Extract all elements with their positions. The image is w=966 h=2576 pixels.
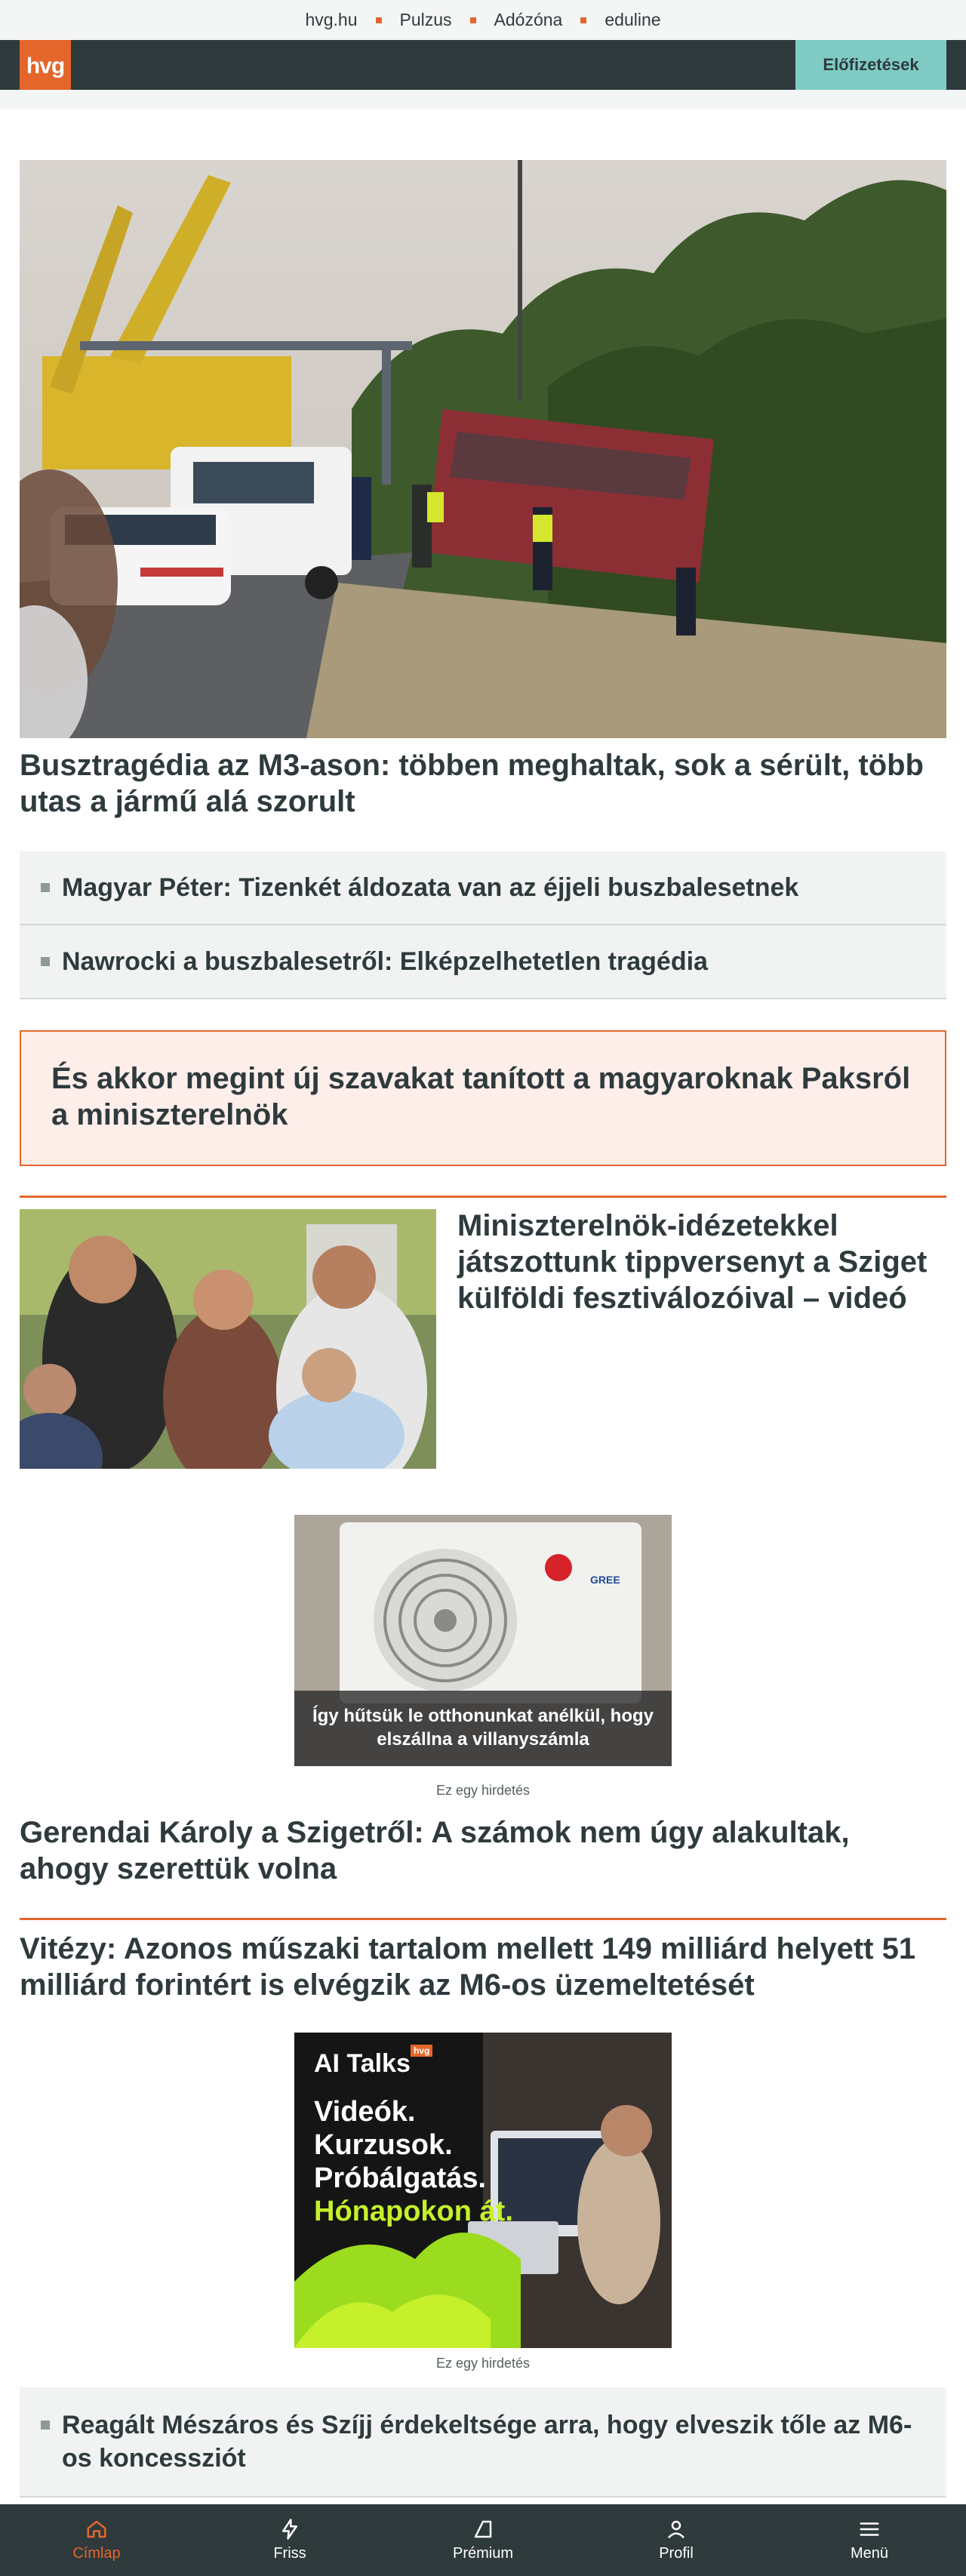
ai-talks-badge: hvg: [411, 2045, 432, 2057]
premium-icon: [472, 2518, 494, 2541]
separator-square: [580, 17, 586, 23]
separator-square: [376, 17, 382, 23]
nav-label: Friss: [273, 2545, 306, 2562]
user-icon: [665, 2518, 688, 2541]
bottom-navigation: [0, 2504, 966, 2576]
ad-brand-name: GREE: [590, 1574, 620, 1586]
separator-square: [470, 17, 476, 23]
nav-home[interactable]: [0, 2504, 193, 2576]
site-header: [0, 40, 966, 90]
nav-label: Prémium: [452, 2545, 513, 2562]
home-icon: [85, 2518, 108, 2541]
ai-talks-logo: AI Talks: [314, 2049, 411, 2078]
story-headline[interactable]: Miniszterelnök-idézetekkel játszottunk tippversenyt a Sziget külföldi fesztiválozóival – videó: [457, 1209, 928, 1315]
nav-latest[interactable]: [193, 2504, 386, 2576]
nav-menu[interactable]: [773, 2504, 966, 2576]
header-divider: [0, 90, 966, 109]
ad-line: Hónapokon át.: [314, 2196, 513, 2227]
hero-headline[interactable]: Busztragédia az M3-ason: többen meghaltak, sok a sérült, több utas a jármű alá szorult: [20, 749, 924, 818]
ad-disclaimer: Ez egy hirdetés: [435, 2356, 531, 2371]
hero-image[interactable]: [20, 160, 946, 738]
square-bullet-icon: [41, 2421, 50, 2430]
ad-caption: Így hűtsük le otthonunkat anélkül, hogy elszállna a villanyszámla: [294, 1691, 672, 1766]
story-image[interactable]: [20, 1209, 436, 1469]
subscribe-button[interactable]: Előfizetések: [795, 40, 946, 90]
square-bullet-icon: [41, 883, 50, 892]
menu-icon: [858, 2518, 881, 2541]
link-pulzus[interactable]: Pulzus: [399, 10, 452, 29]
nav-premium[interactable]: [386, 2504, 580, 2576]
ad-line: Kurzusok.: [314, 2129, 453, 2161]
nav-label: Menü: [850, 2545, 889, 2562]
related-article-title: Magyar Péter: Tizenkét áldozata van az éjjeli buszbalesetnek: [62, 873, 799, 902]
festival-photo-illustration: [20, 1209, 436, 1469]
article-headline[interactable]: Vitézy: Azonos műszaki tartalom mellett 149 milliárd helyett 51 milliárd forintért is elvégzik az M6-os üzemeltetését: [20, 1932, 916, 2002]
hero-photo-illustration: [20, 160, 946, 738]
section-divider: [20, 1918, 946, 1920]
advertisement-aircon[interactable]: [294, 1515, 672, 1766]
link-eduline[interactable]: eduline: [605, 10, 661, 29]
ad-line: Próbálgatás.: [314, 2162, 487, 2194]
advertisement-ai-talks[interactable]: [294, 2033, 672, 2348]
hvg-logo[interactable]: hvg: [20, 40, 71, 90]
related-article-3[interactable]: [20, 2387, 946, 2498]
ad-disclaimer: Ez egy hirdetés: [435, 1783, 531, 1798]
square-bullet-icon: [41, 957, 50, 966]
related-article-title: Reagált Mészáros és Szíjj érdekeltsége arra, hogy elveszik tőle az M6-os koncessziót: [62, 2411, 912, 2473]
article-headline[interactable]: Gerendai Károly a Szigetről: A számok nem úgy alakultak, ahogy szerettük volna: [20, 1816, 850, 1885]
related-article-title: Nawrocki a buszbalesetről: Elképzelhetetlen tragédia: [62, 946, 708, 976]
related-article-2[interactable]: [20, 925, 946, 999]
opinion-article[interactable]: És akkor megint új szavakat tanított a magyaroknak Paksról a miniszterelnök: [20, 1030, 946, 1166]
link-adozona[interactable]: Adózóna: [494, 10, 563, 29]
section-divider: [20, 1196, 946, 1198]
nav-profile[interactable]: [580, 2504, 773, 2576]
link-hvg[interactable]: hvg.hu: [305, 10, 358, 29]
bolt-icon: [278, 2518, 301, 2541]
nav-label: Címlap: [72, 2545, 121, 2562]
nav-label: Profil: [659, 2545, 694, 2562]
ad-line: Videók.: [314, 2096, 416, 2128]
network-links-bar: [0, 0, 966, 40]
related-article-1[interactable]: [20, 851, 946, 925]
